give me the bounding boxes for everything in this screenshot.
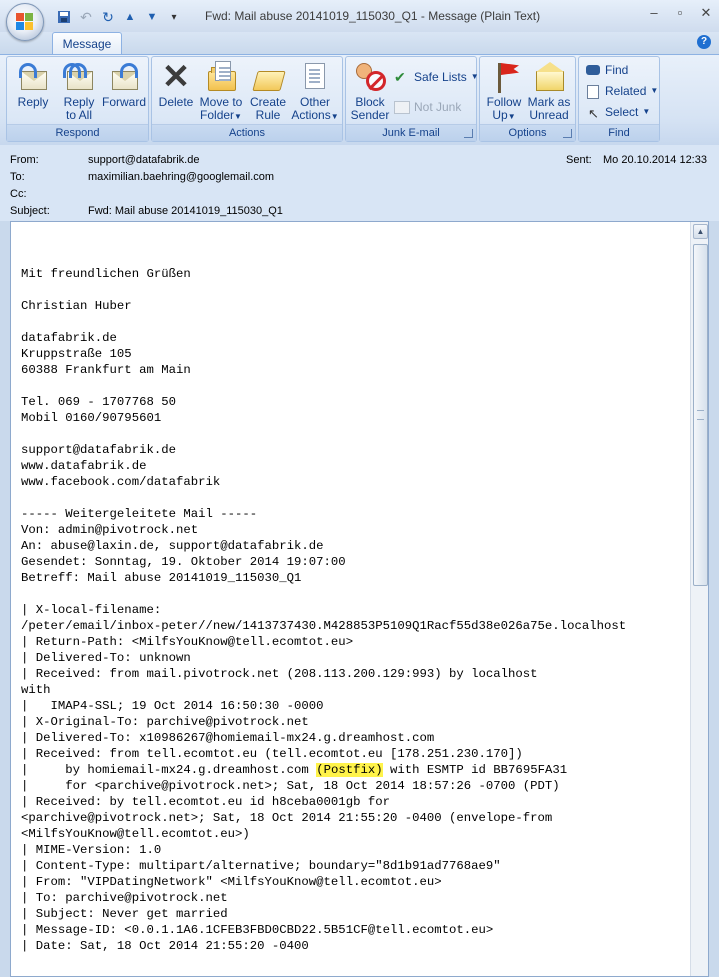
- reply-all-icon: [63, 61, 95, 93]
- select-button[interactable]: ↖ Select ▼: [585, 103, 650, 121]
- other-actions-button[interactable]: Other Actions▼: [290, 61, 340, 123]
- group-label-junk-email: Junk E-mail: [346, 124, 476, 141]
- block-sender-button[interactable]: Block Sender: [348, 61, 392, 122]
- group-label-actions: Actions: [152, 124, 342, 141]
- restore-icon[interactable]: ▫: [677, 5, 683, 20]
- group-respond: [6, 56, 149, 142]
- other-actions-icon: [299, 61, 331, 93]
- follow-up-button[interactable]: Follow Up▼: [482, 61, 526, 123]
- reply-all-button[interactable]: Reply to All: [57, 61, 101, 122]
- group-junk-email: [345, 56, 477, 142]
- junk-email-dialog-launcher[interactable]: [464, 129, 473, 138]
- message-text-part: with ESMTP id BB7695FA31 | for <parchive@pivotrock.net>; Sat, 18 Oct 2014 18:57:26 -0700 (PDT) | Received: by tell.ecomtot.eu id h8ceba0001gb for <parchive@pivotrock.net>; Sat, 18 Oct 2014 21:55:20 -0400 (envelope-from <MilfsYouKnow@tell.ecomtot.eu>) | MIME-Version: 1.0 | Content-Type: multipart/alternative; boundary="8d1b91ad7768ae9" | From: "VIPDatingNetwork" <MilfsYouKnow@tell.ecomtot.eu> | To: parchive@pivotrock.net | Subject: Never get married | Message-ID: <0.0.1.1A6.1CFEB3FBD0CBD22.5B51CF@tell.ecomtot.eu> | Date: Sat, 18 Oct 2014 21:55:20 -0400: [21, 763, 568, 953]
- group-label-find: Find: [579, 124, 659, 141]
- refresh-icon[interactable]: ↻: [102, 8, 114, 25]
- message-body[interactable]: [10, 221, 709, 977]
- from-value[interactable]: support@datafabrik.de: [88, 154, 200, 166]
- forward-icon: [108, 61, 140, 93]
- from-label: From:: [10, 154, 39, 166]
- window-title: Fwd: Mail abuse 20141019_115030_Q1 - Message (Plain Text): [205, 9, 541, 23]
- to-value[interactable]: maximilian.baehring@googlemail.com: [88, 171, 275, 183]
- office-button[interactable]: [6, 3, 44, 41]
- move-to-folder-icon: [205, 61, 237, 93]
- undo-icon[interactable]: ↶: [80, 8, 92, 25]
- message-text: [21, 266, 626, 954]
- mark-unread-icon: [533, 61, 565, 93]
- help-icon[interactable]: ?: [697, 35, 711, 49]
- group-find: [578, 56, 660, 142]
- group-options: [479, 56, 576, 142]
- group-actions: [151, 56, 343, 142]
- save-icon[interactable]: [56, 9, 72, 25]
- close-icon[interactable]: ✕: [700, 5, 712, 20]
- flag-icon: [488, 61, 520, 93]
- quick-access-toolbar: [56, 8, 182, 26]
- cursor-icon: ↖: [588, 106, 599, 121]
- safe-lists-button[interactable]: ✔ Safe Lists ▼: [394, 69, 479, 85]
- tab-message[interactable]: Message: [52, 32, 122, 55]
- related-icon: [585, 83, 601, 99]
- create-rule-icon: [252, 61, 284, 93]
- next-item-icon[interactable]: ▼: [146, 11, 158, 23]
- office-logo-icon: [16, 13, 34, 31]
- options-dialog-launcher[interactable]: [563, 129, 572, 138]
- forward-button[interactable]: Forward: [101, 61, 147, 109]
- group-label-options: Options: [480, 124, 575, 141]
- to-label: To:: [10, 171, 25, 183]
- vertical-scrollbar[interactable]: [690, 222, 708, 977]
- message-text-part: Mit freundlichen Grüßen Christian Huber datafabrik.de Kruppstraße 105 60388 Frankfurt am Main Tel. 069 - 1707768 50 Mobil 0160/90795601 support@datafabrik.de www.datafabrik.de www.facebook.com/datafabrik ----- Weitergeleitete Mail ----- Von: admin@pivotrock.net An: abuse@laxin.de, support@datafabrik.de Gesendet: Sonntag, 19. Oktober 2014 19:07:00 Betreff: Mail abuse 20141019_115030_Q1 | X-local-filename: /peter/email/inbox-peter//new/1413737430.M428853P5109Q1Racf55d38e026a75e.localhost | Return-Path: <MilfsYouKnow@tell.ecomtot.eu> | Delivered-To: unknown | Received: from mail.pivotrock.net (208.113.200.129:993) by localhost with | IMAP4-SSL; 19 Oct 2014 16:50:30 -0000 | X-Original-To: parchive@pivotrock.net | Delivered-To: x10986267@homiemail-mx24.g.dreamhost.com | Received: from tell.ecomtot.eu (tell.ecomtot.eu [178.251.230.170]) | by homiemail-mx24.g.dreamhost.com: [21, 267, 627, 777]
- create-rule-button[interactable]: Create Rule: [246, 61, 290, 122]
- block-sender-icon: [354, 61, 386, 93]
- binoculars-icon: [585, 62, 601, 78]
- not-junk-button[interactable]: Not Junk: [394, 98, 461, 116]
- not-junk-icon: [394, 101, 410, 114]
- window-controls: [647, 6, 713, 20]
- customize-toolbar-icon[interactable]: ▾: [171, 11, 177, 23]
- sent-value: Mo 20.10.2014 12:33: [603, 154, 707, 166]
- message-header: [0, 145, 719, 221]
- sent-label: Sent:: [566, 154, 592, 166]
- subject-label: Subject:: [10, 205, 50, 217]
- cc-label: Cc:: [10, 188, 27, 200]
- delete-button[interactable]: ✕ Delete: [158, 58, 194, 109]
- scroll-up-icon[interactable]: ▲: [693, 224, 708, 239]
- delete-icon: ✕: [161, 58, 191, 96]
- highlighted-text: (Postfix): [316, 763, 383, 777]
- related-button[interactable]: Related ▼: [585, 82, 658, 100]
- minimize-icon[interactable]: –: [650, 5, 658, 20]
- reply-icon: [17, 61, 49, 93]
- subject-value: Fwd: Mail abuse 20141019_115030_Q1: [88, 205, 283, 217]
- safe-lists-icon: ✔: [394, 69, 406, 85]
- reply-button[interactable]: Reply: [11, 61, 55, 109]
- mark-as-unread-button[interactable]: Mark as Unread: [526, 61, 572, 122]
- find-button[interactable]: Find: [585, 61, 628, 79]
- scroll-grip-icon: [697, 410, 704, 420]
- scroll-thumb[interactable]: [693, 244, 708, 586]
- move-to-folder-button[interactable]: Move to Folder▼: [196, 61, 246, 123]
- group-label-respond: Respond: [7, 124, 148, 141]
- previous-item-icon[interactable]: ▲: [124, 11, 136, 23]
